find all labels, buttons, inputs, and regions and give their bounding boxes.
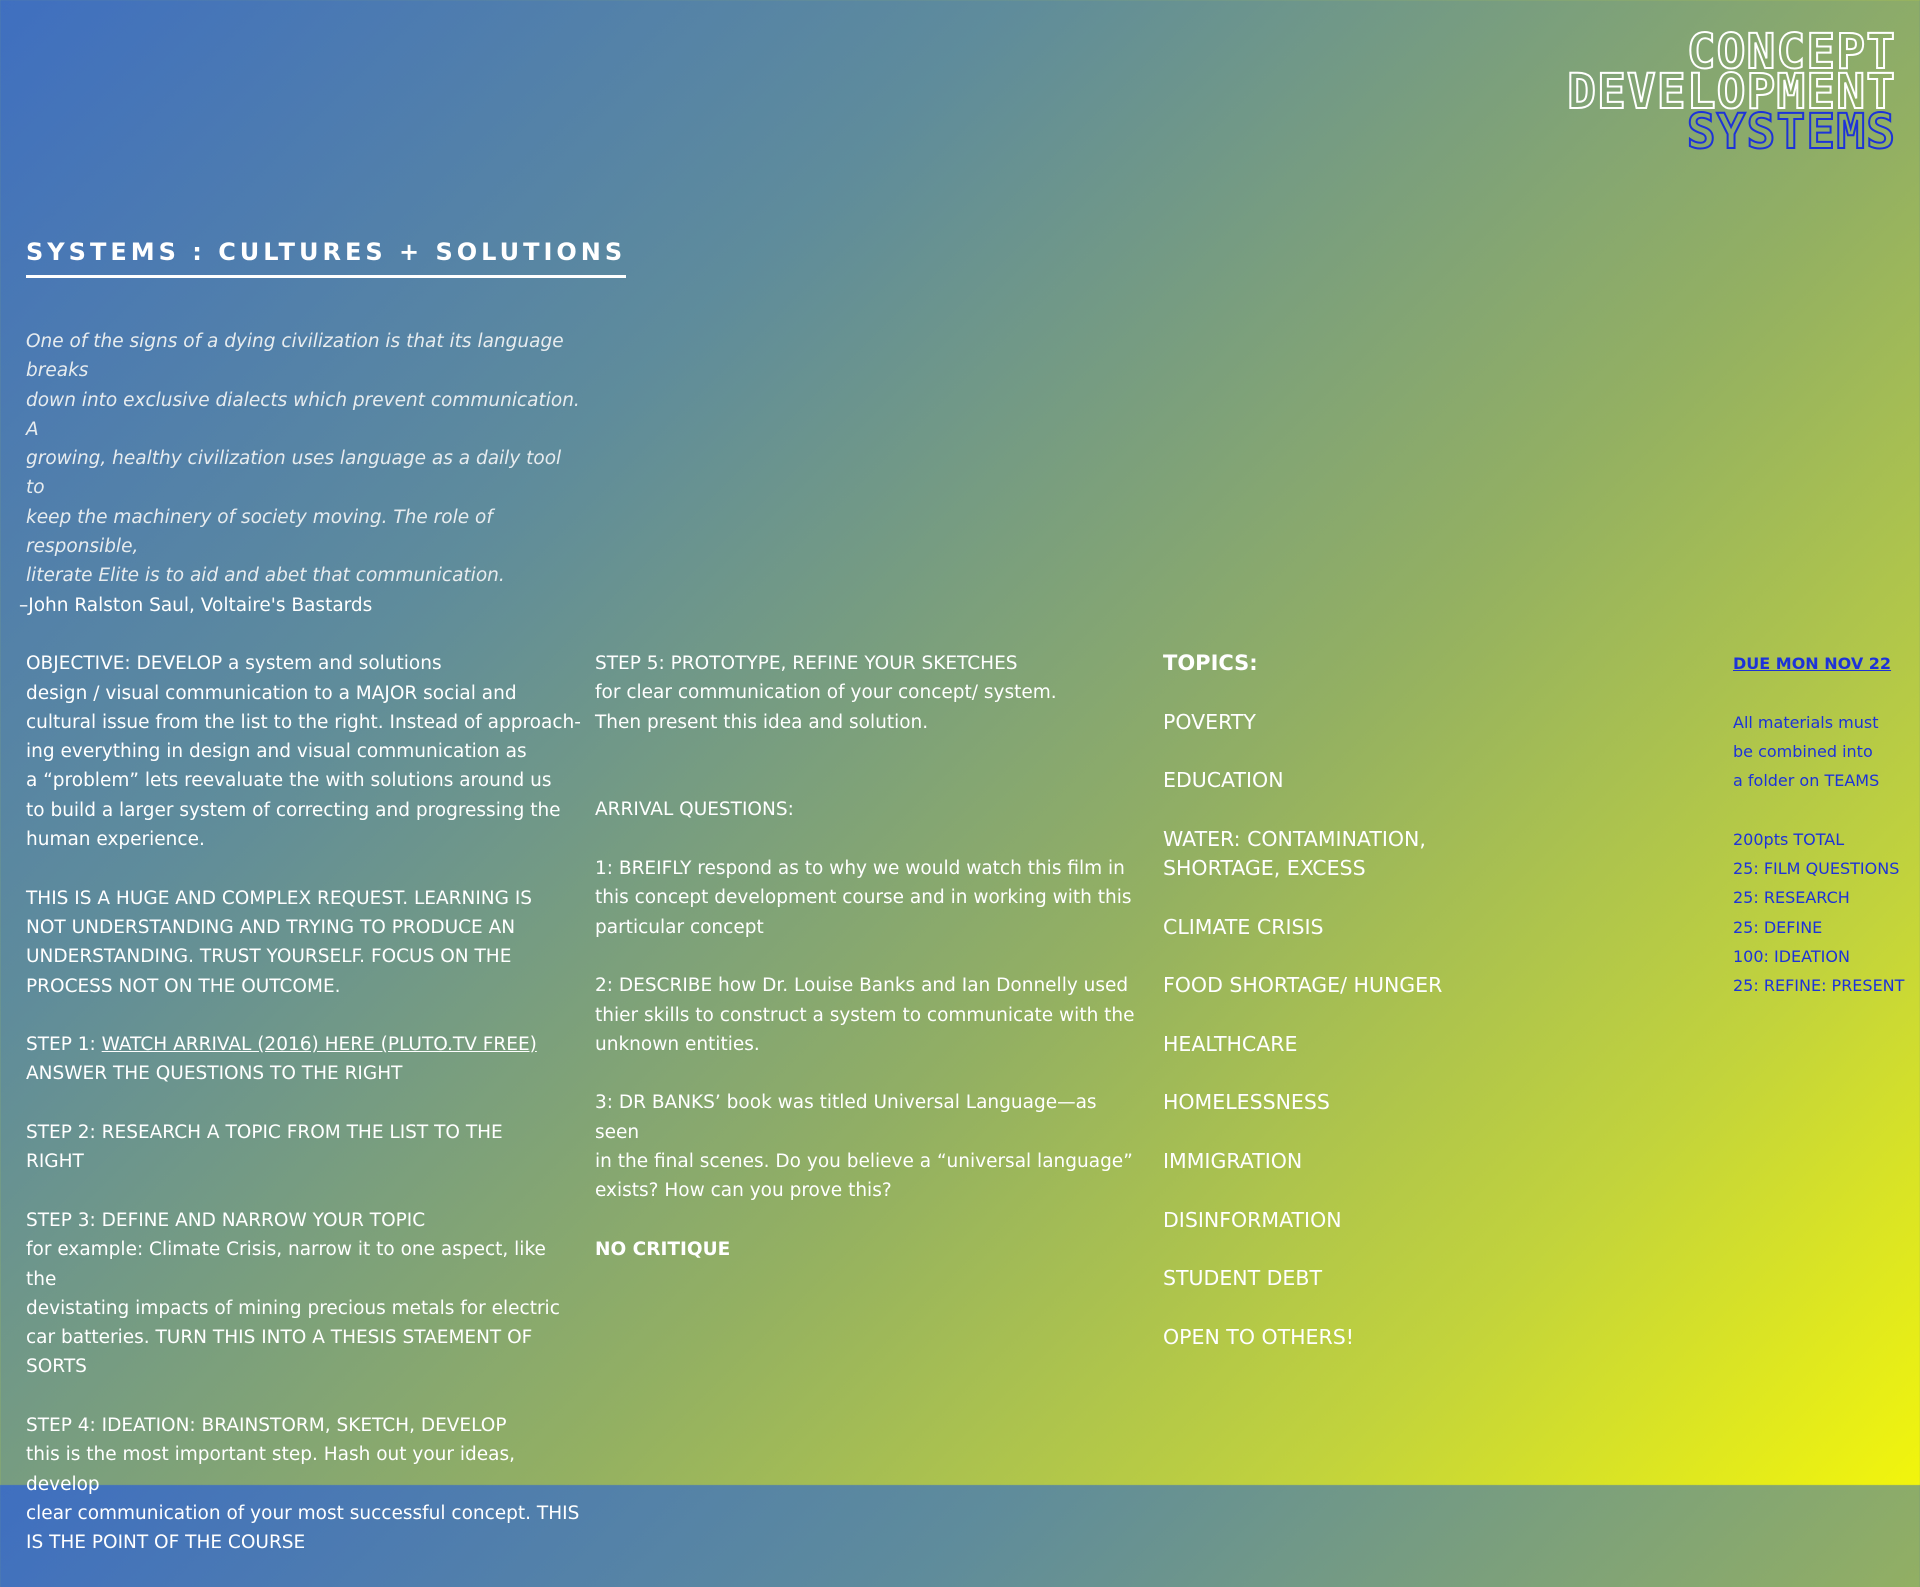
arrival-question-2: 2: DESCRIBE how Dr. Louise Banks and Ian Donnelly used thier skills to construct a system to communicate with the unknown entities. bbox=[595, 975, 1135, 1055]
materials-note: All materials must be combined into a folder on TEAMS bbox=[1733, 712, 1880, 791]
step-1 bbox=[26, 1030, 581, 1089]
topic-item: HEALTHCARE bbox=[1163, 1031, 1298, 1056]
points-item: 25: REFINE: PRESENT bbox=[1733, 976, 1905, 996]
topic-item: STUDENT DEBT bbox=[1163, 1266, 1322, 1291]
objective-text: OBJECTIVE: DEVELOP a system and solutions design / visual communication to a MAJOR social and cultural issue from the list to the right. Instead of approach- ing everything in design and visual communication as a “problem” lets reevaluate the with solutions around us to build a larger system of correcting and progressing the human experience. bbox=[26, 653, 581, 851]
topic-item: IMMIGRATION bbox=[1163, 1149, 1303, 1174]
quote-text: One of the signs of a dying civilization is that its language breaks down into exclusive dialects which prevent communication. A growing, healthy civilization uses language as a daily tool to keep the machinery of society moving. The role of responsible, literate Elite is to aid and abet that communication. bbox=[26, 331, 580, 587]
brand-line-systems: SYSTEMS bbox=[1686, 104, 1896, 160]
topics-heading: TOPICS: bbox=[1163, 651, 1258, 675]
points-breakdown bbox=[1733, 825, 1920, 1001]
points-item: 25: FILM QUESTIONS bbox=[1733, 859, 1900, 879]
brand-logo bbox=[1567, 24, 1896, 160]
topic-item: EDUCATION bbox=[1163, 768, 1284, 793]
due-date: DUE MON NOV 22 bbox=[1733, 654, 1892, 673]
topic-item: CLIMATE CRISIS bbox=[1163, 914, 1324, 939]
topic-item: OPEN TO OTHERS! bbox=[1163, 1324, 1354, 1349]
points-item: 25: DEFINE bbox=[1733, 917, 1823, 937]
points-item: 200pts TOTAL bbox=[1733, 829, 1845, 849]
topics-column bbox=[1163, 649, 1543, 1381]
step-3: STEP 3: DEFINE AND NARROW YOUR TOPIC for example: Climate Crisis, narrow it to one aspect, like the devistating impacts of mining precious metals for electric car batteries. TURN THIS INTO A THESIS STAEMENT OF SORTS bbox=[26, 1209, 560, 1378]
brand-line-development: DEVELOPMENT bbox=[1567, 64, 1896, 120]
no-critique-note: NO CRITIQUE bbox=[595, 1238, 731, 1260]
points-item: 25: RESEARCH bbox=[1733, 888, 1850, 908]
step-4: STEP 4: IDEATION: BRAINSTORM, SKETCH, DEVELOP this is the most important step. Hash out your ideas, develop clear communication of your most successful concept. THIS IS THE POINT OF THE COURSE bbox=[26, 1414, 580, 1554]
arrival-question-1: 1: BREIFLY respond as to why we would watch this film in this concept development course and in working with this particular concept bbox=[595, 858, 1132, 938]
step-2: STEP 2: RESEARCH A TOPIC FROM THE LIST TO THE RIGHT bbox=[26, 1122, 503, 1173]
topic-item: HOMELESSNESS bbox=[1163, 1090, 1330, 1115]
topic-item: DISINFORMATION bbox=[1163, 1207, 1342, 1232]
points-item: 100: IDEATION bbox=[1733, 946, 1850, 966]
arrival-questions-heading: ARRIVAL QUESTIONS: bbox=[595, 799, 794, 821]
arrival-question-3: 3: DR BANKS’ book was titled Universal Language—as seen in the final scenes. Do you believe a “universal language” exists? How can you prove this? bbox=[595, 1092, 1133, 1202]
topic-item: WATER: CONTAMINATION, SHORTAGE, EXCESS bbox=[1163, 826, 1426, 881]
step-1-rest: ANSWER THE QUESTIONS TO THE RIGHT bbox=[26, 1063, 403, 1085]
brand-line-concept: CONCEPT bbox=[1686, 24, 1896, 80]
quote-attribution: –John Ralston Saul, Voltaire's Bastards bbox=[19, 594, 373, 616]
notice-text: THIS IS A HUGE AND COMPLEX REQUEST. LEARNING IS NOT UNDERSTANDING AND TRYING TO PRODUCE AN UNDERSTANDING. TRUST YOURSELF. FOCUS ON THE PROCESS NOT ON THE OUTCOME. bbox=[26, 887, 533, 997]
arrival-film-link[interactable]: WATCH ARRIVAL (2016) HERE (PLUTO.TV FREE) bbox=[101, 1034, 537, 1056]
step-5: STEP 5: PROTOTYPE, REFINE YOUR SKETCHES for clear communication of your concept/ system. Then present this idea and solution. bbox=[595, 653, 1057, 733]
step-1-prefix: STEP 1: bbox=[26, 1034, 102, 1056]
section-title: SYSTEMS : CULTURES + SOLUTIONS bbox=[26, 238, 626, 278]
due-column bbox=[1733, 649, 1920, 1001]
topic-item: POVERTY bbox=[1163, 709, 1256, 734]
brief-column bbox=[19, 327, 581, 1587]
questions-column bbox=[595, 649, 1140, 1294]
topic-item: FOOD SHORTAGE/ HUNGER bbox=[1163, 973, 1443, 998]
